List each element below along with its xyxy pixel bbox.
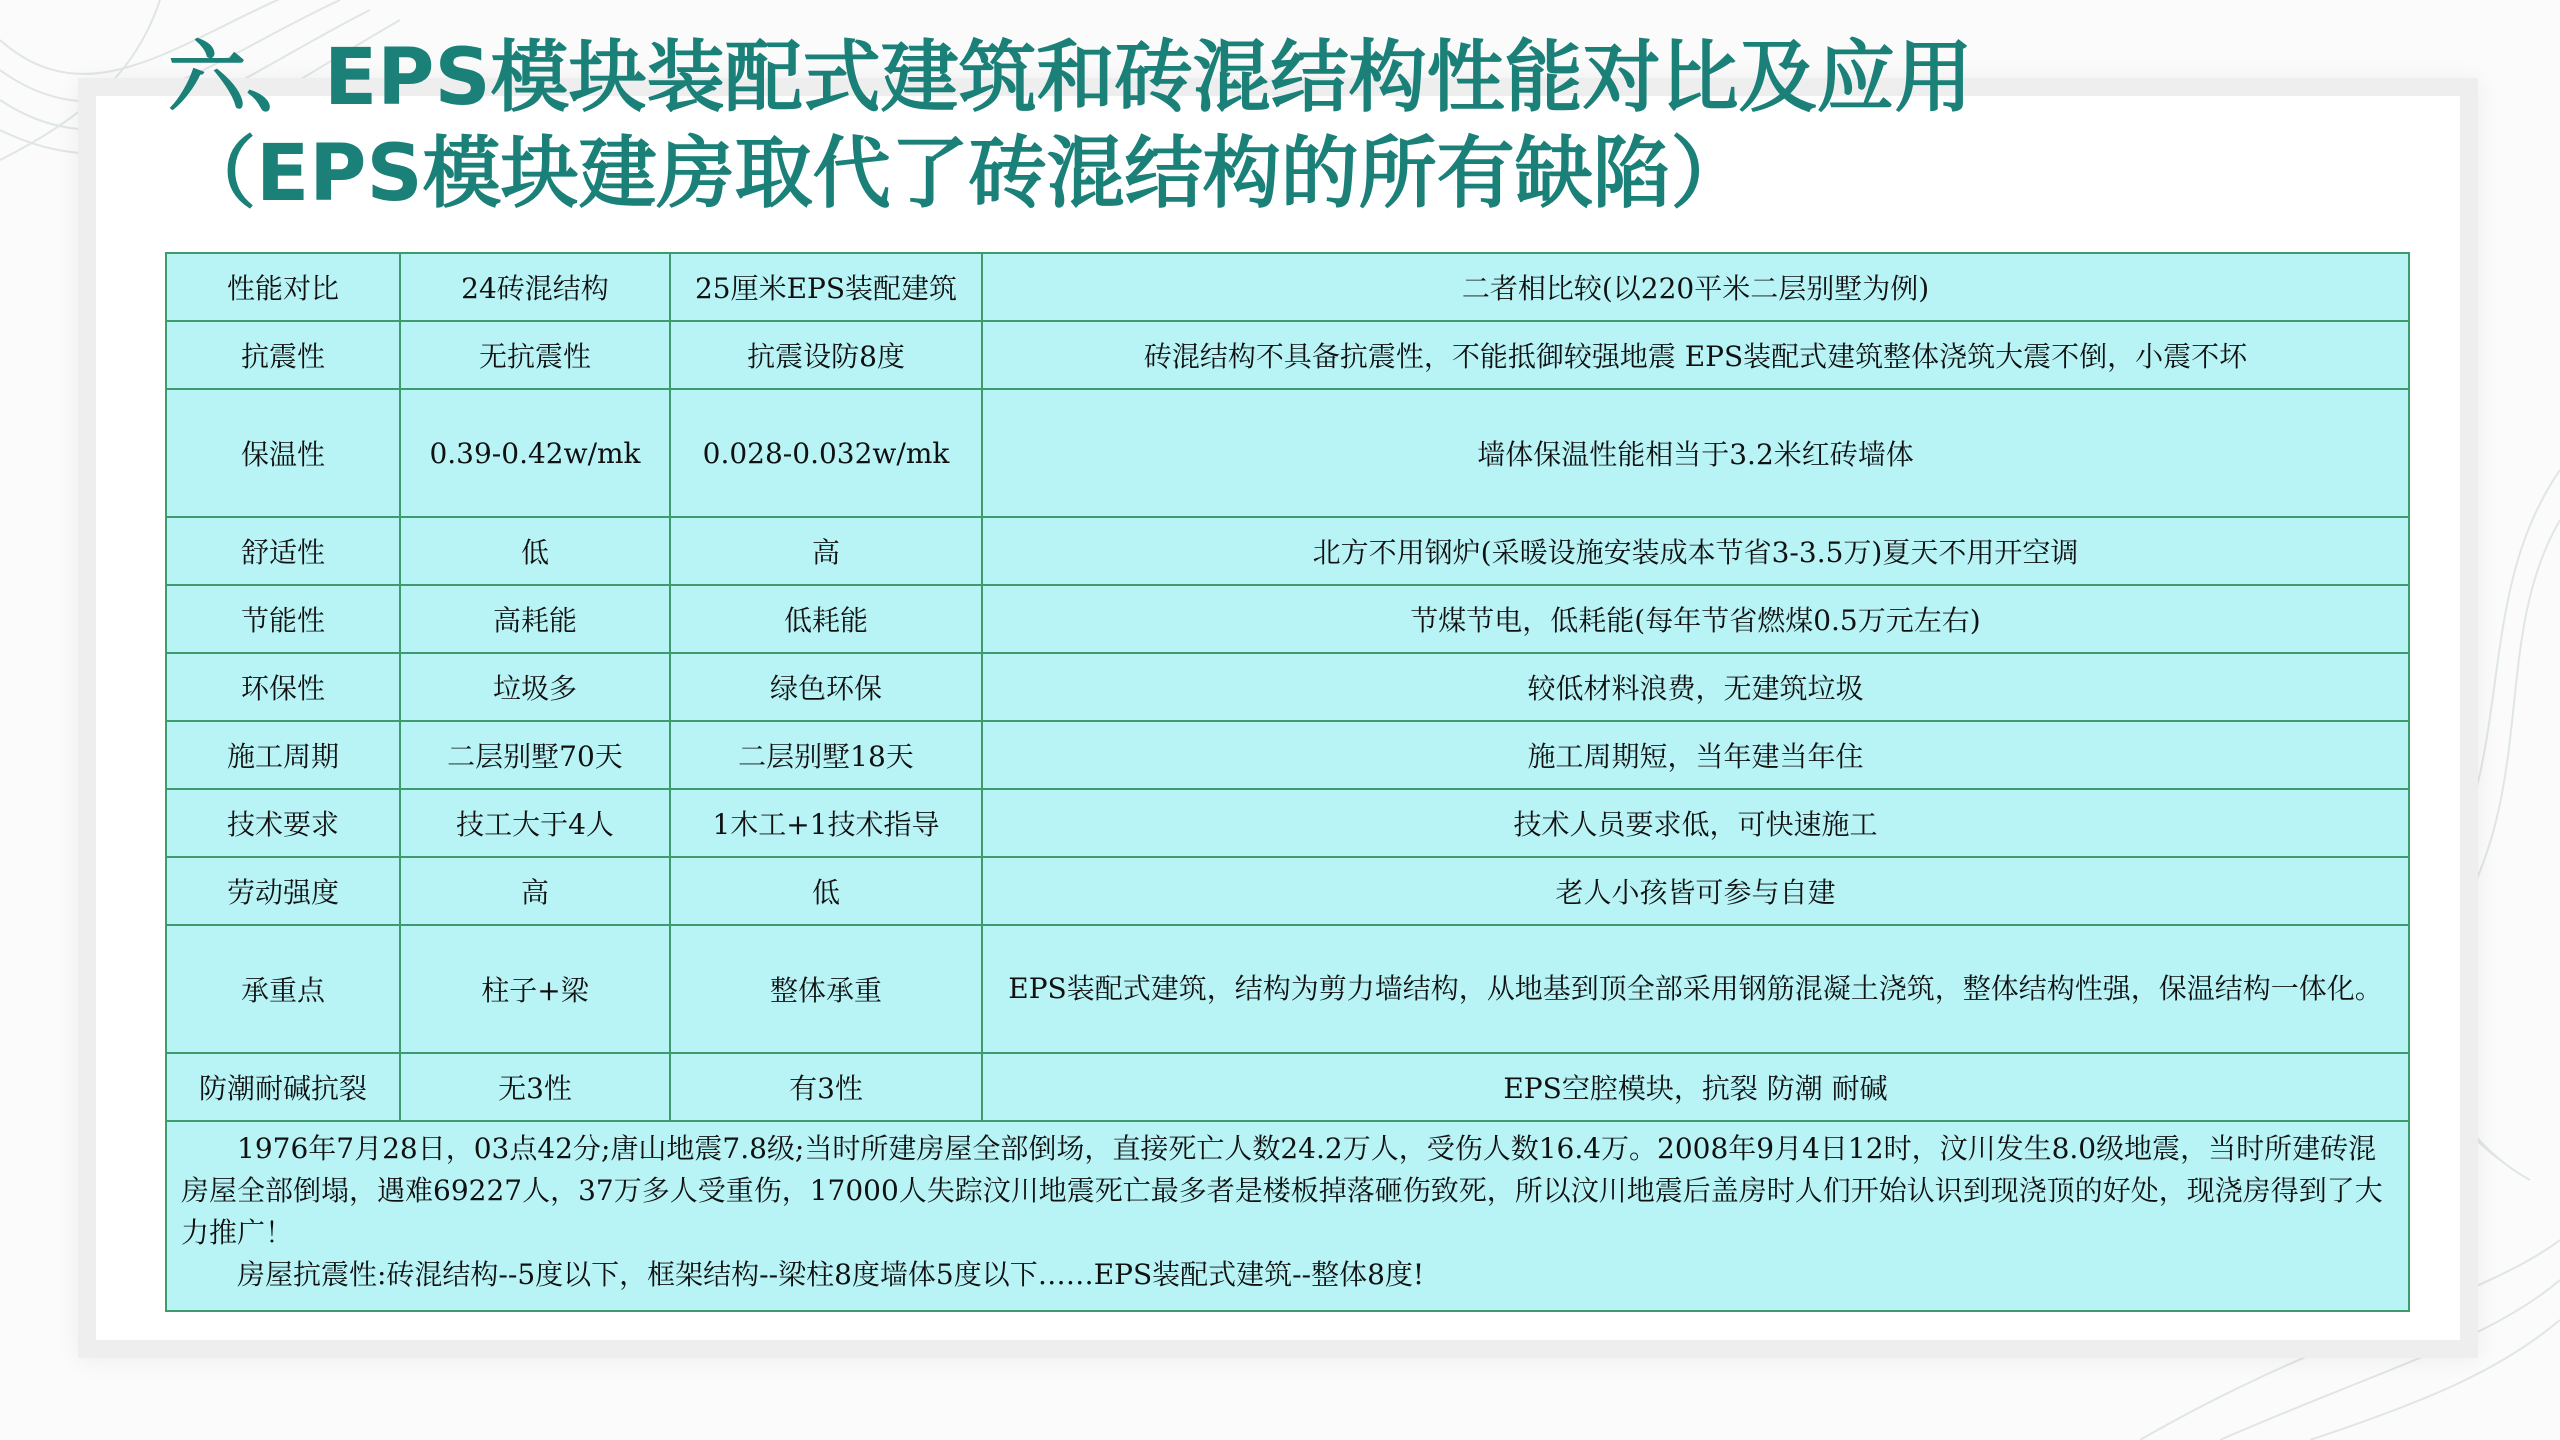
table-cell: EPS空腔模块，抗裂 防潮 耐碱 xyxy=(982,1053,2409,1121)
note-row xyxy=(166,1121,2409,1311)
table-cell: 技术人员要求低，可快速施工 xyxy=(982,789,2409,857)
page-title xyxy=(168,30,1973,222)
table-row xyxy=(166,389,2409,517)
table-cell: 绿色环保 xyxy=(670,653,982,721)
table-row xyxy=(166,585,2409,653)
comparison-table xyxy=(165,252,2410,1312)
note-paragraph-2: 房屋抗震性:砖混结构--5度以下，框架结构--梁柱8度墙体5度以下……EPS装配式建筑--整体8度! xyxy=(237,1258,1425,1291)
table-cell: 老人小孩皆可参与自建 xyxy=(982,857,2409,925)
header-cell: 性能对比 xyxy=(166,253,400,321)
note-paragraph-1: 1976年7月28日，03点42分;唐山地震7.8级;当时所建房屋全部倒场，直接死亡人数24.2万人，受伤人数16.4万。2008年9月4日12时，汶川发生8.0级地震，当时所建砖混房屋全部倒塌，遇难69227人，37万多人受重伤，17000人失踪汶川地震死亡最多者是楼板掉落砸伤致死，所以汶川地震后盖房时人们开始认识到现浇顶的好处，现浇房得到了大力推广！ xyxy=(181,1132,2383,1249)
table-cell: 砖混结构不具备抗震性，不能抵御较强地震 EPS装配式建筑整体浇筑大震不倒，小震不坏 xyxy=(982,321,2409,389)
table-cell: 有3性 xyxy=(670,1053,982,1121)
table-cell: 低 xyxy=(400,517,670,585)
table-cell: 1木工+1技术指导 xyxy=(670,789,982,857)
table-cell: 技工大于4人 xyxy=(400,789,670,857)
table-cell: 北方不用钢炉(采暖设施安装成本节省3-3.5万)夏天不用开空调 xyxy=(982,517,2409,585)
table-cell: 保温性 xyxy=(166,389,400,517)
table-cell: 劳动强度 xyxy=(166,857,400,925)
header-cell: 25厘米EPS装配建筑 xyxy=(670,253,982,321)
table-row xyxy=(166,925,2409,1053)
table-cell: 技术要求 xyxy=(166,789,400,857)
table-cell: 节煤节电，低耗能(每年节省燃煤0.5万元左右) xyxy=(982,585,2409,653)
table-cell: 垃圾多 xyxy=(400,653,670,721)
table-cell: 二层别墅18天 xyxy=(670,721,982,789)
table-cell: 舒适性 xyxy=(166,517,400,585)
table-row xyxy=(166,653,2409,721)
table-cell: 柱子+梁 xyxy=(400,925,670,1053)
table-row xyxy=(166,321,2409,389)
table-row xyxy=(166,721,2409,789)
table-cell: 抗震性 xyxy=(166,321,400,389)
table-row xyxy=(166,1053,2409,1121)
table-cell: 整体承重 xyxy=(670,925,982,1053)
table-cell: 较低材料浪费，无建筑垃圾 xyxy=(982,653,2409,721)
table-cell: EPS装配式建筑，结构为剪力墙结构，从地基到顶全部采用钢筋混凝土浇筑，整体结构性强，保温结构一体化。 xyxy=(982,925,2409,1053)
table-cell: 施工周期 xyxy=(166,721,400,789)
title-line-1: 六、EPS模块装配式建筑和砖混结构性能对比及应用 xyxy=(168,33,1973,123)
table-cell: 抗震设防8度 xyxy=(670,321,982,389)
table-cell: 0.028-0.032w/mk xyxy=(670,389,982,517)
table-row xyxy=(166,857,2409,925)
table-cell: 墙体保温性能相当于3.2米红砖墙体 xyxy=(982,389,2409,517)
table-cell: 无3性 xyxy=(400,1053,670,1121)
note-cell xyxy=(166,1121,2409,1311)
table-cell: 高 xyxy=(670,517,982,585)
table-cell: 施工周期短，当年建当年住 xyxy=(982,721,2409,789)
table-header-row xyxy=(166,253,2409,321)
table-cell: 低 xyxy=(670,857,982,925)
header-cell: 24砖混结构 xyxy=(400,253,670,321)
header-cell: 二者相比较(以220平米二层别墅为例) xyxy=(982,253,2409,321)
table-row xyxy=(166,517,2409,585)
table-cell: 承重点 xyxy=(166,925,400,1053)
table-cell: 二层别墅70天 xyxy=(400,721,670,789)
table-cell: 高耗能 xyxy=(400,585,670,653)
table-cell: 0.39-0.42w/mk xyxy=(400,389,670,517)
table-cell: 节能性 xyxy=(166,585,400,653)
table-cell: 环保性 xyxy=(166,653,400,721)
table-cell: 低耗能 xyxy=(670,585,982,653)
table-row xyxy=(166,789,2409,857)
table-cell: 防潮耐碱抗裂 xyxy=(166,1053,400,1121)
table-cell: 无抗震性 xyxy=(400,321,670,389)
title-line-2: （EPS模块建房取代了砖混结构的所有缺陷） xyxy=(178,129,1749,219)
table-cell: 高 xyxy=(400,857,670,925)
